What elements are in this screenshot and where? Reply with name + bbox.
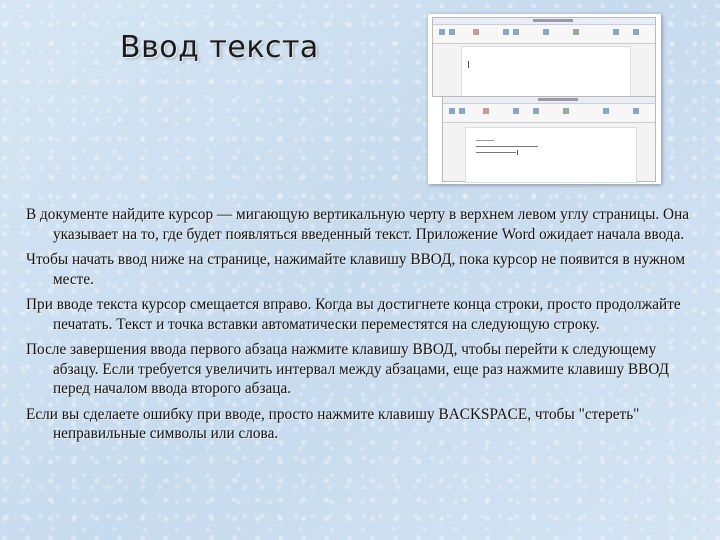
paragraph: После завершения ввода первого абзаца нажмите клавишу ВВОД, чтобы перейти к следующему абзацу. Если требуется увеличить интервал между абзацами, еще раз нажмите клавишу ВВОД перед началом ввода второго абзаца. — [26, 341, 670, 397]
document-page — [461, 46, 631, 100]
paragraph: При вводе текста курсор смещается вправо. Когда вы достигнете конца строки, просто продолжайте печатать. Текст и точка вставки автоматически переместятся на следующую строку. — [26, 296, 681, 333]
paragraph: В документе найдите курсор — мигающую вертикальную черту в верхнем левом углу страницы. Она указывает на то, где будет появляться введенный текст. Приложение Word ожидает начала ввода. — [26, 206, 690, 243]
paragraph: Если вы сделаете ошибку при вводе, просто нажмите клавишу BACKSPACE, чтобы "стереть" неправильные символы или слова. — [26, 405, 640, 442]
slide-body — [26, 205, 691, 450]
cursor-icon — [468, 61, 469, 68]
word-window-typed — [442, 96, 656, 182]
document-page — [465, 127, 637, 183]
word-window-empty — [432, 17, 656, 97]
cursor-icon — [517, 150, 518, 155]
slide-title: Ввод текста — [120, 30, 319, 65]
word-screenshot-image — [428, 14, 661, 184]
paragraph: Чтобы начать ввод ниже на странице, нажимайте клавишу ВВОД, пока курсор не появится в нужном месте. — [26, 251, 686, 288]
